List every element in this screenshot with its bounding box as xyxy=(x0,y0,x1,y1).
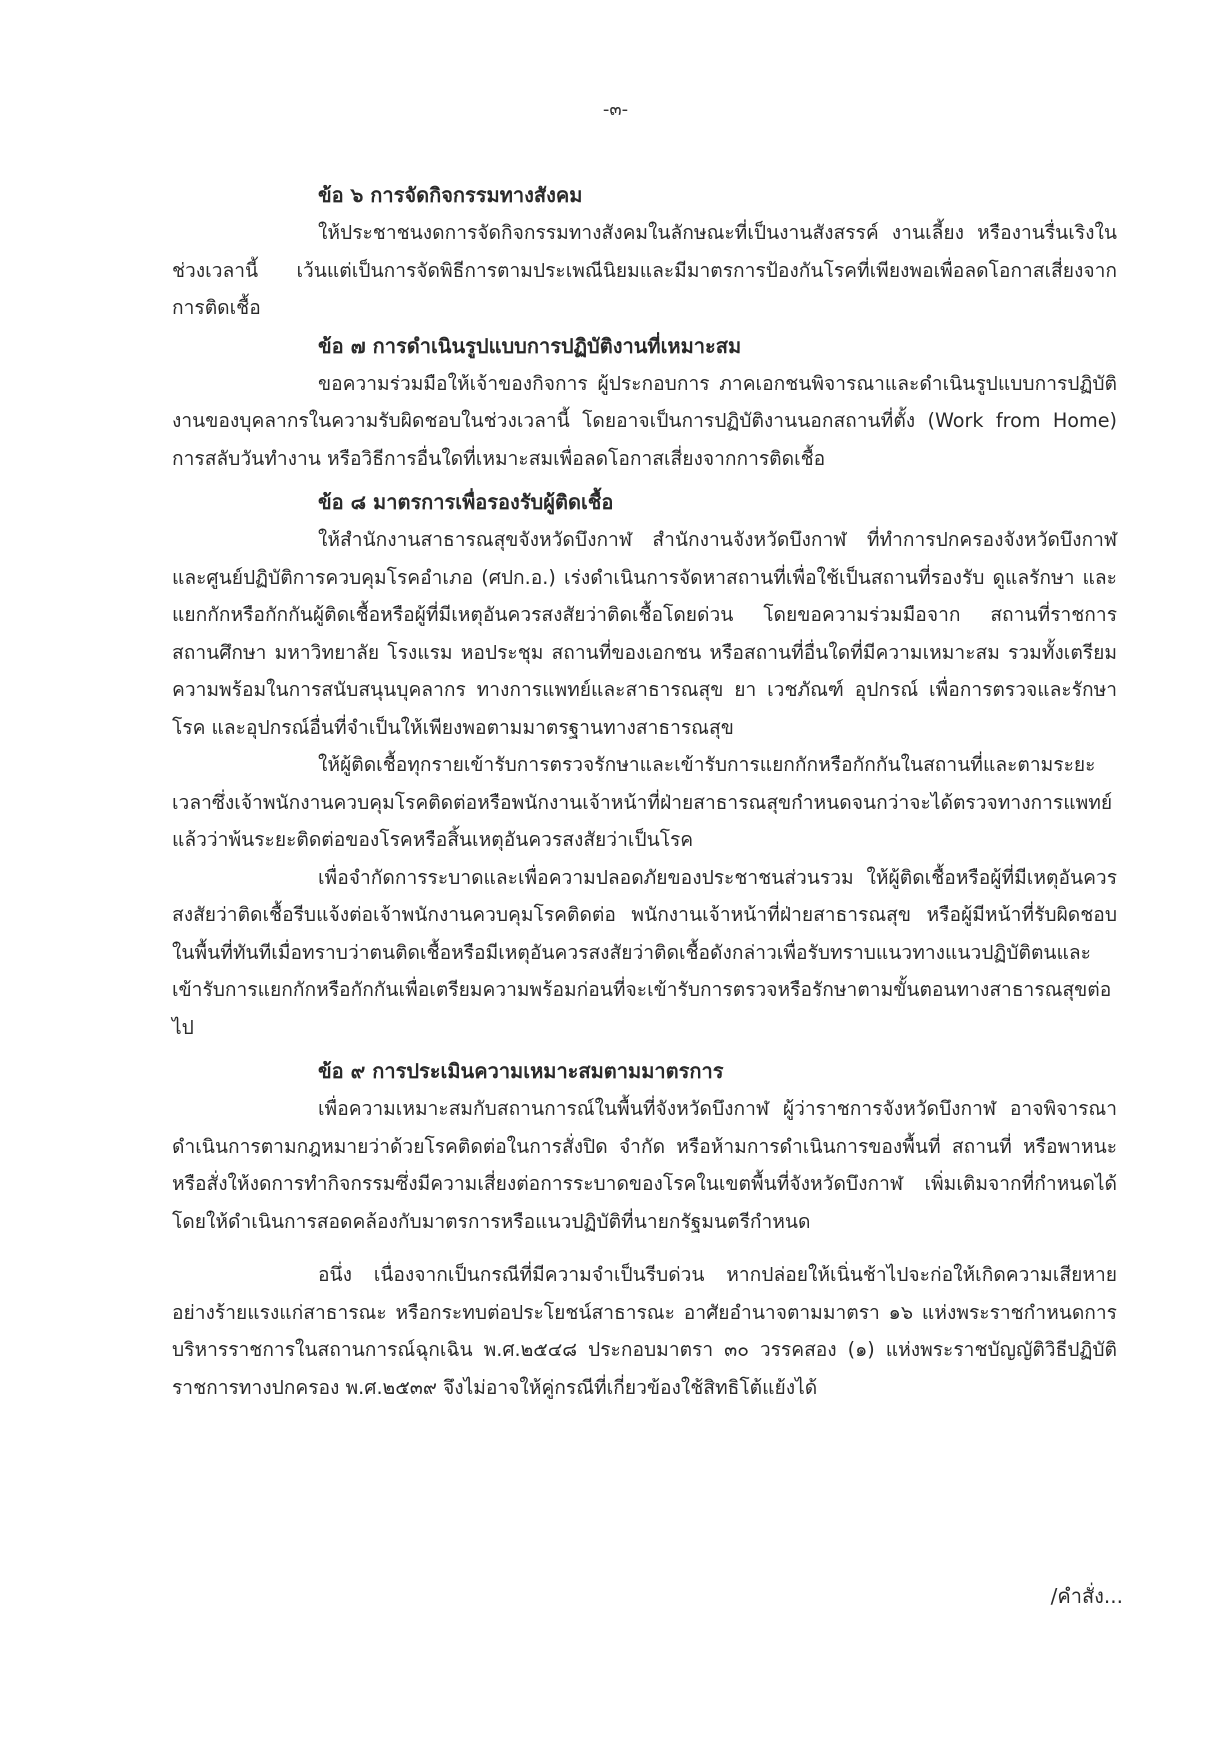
section-9 xyxy=(172,1052,1117,1240)
section-heading: ข้อ ๖ การจัดกิจกรรมทางสังคม xyxy=(318,183,583,207)
section-paragraph: เพื่อจำกัดการระบาดและเพื่อความปลอดภัยของประชาชนส่วนรวม ให้ผู้ติดเชื้อหรือผู้ที่มีเหตุอันควรสงสัยว่าติดเชื้อรีบแจ้งต่อเจ้าพนักงานควบคุมโรคติดต่อ พนักงานเจ้าหน้าที่ฝ่ายสาธารณสุข หรือผู้มีหน้าที่รับผิดชอบในพื้นที่ทันทีเมื่อทราบว่าตนติดเชื้อหรือมีเหตุอันควรสงสัยว่าติดเชื้อดังกล่าวเพื่อรับทราบแนวทางแนวปฏิบัติตนและเข้ารับการแยกกักหรือกักกันเพื่อเตรียมความพร้อมก่อนที่จะเข้ารับการตรวจหรือรักษาตามขั้นตอนทางสาธารณสุขต่อไป xyxy=(172,865,1117,1039)
section-6 xyxy=(172,176,1117,327)
section-paragraph: ขอความร่วมมือให้เจ้าของกิจการ ผู้ประกอบการ ภาคเอกชนพิจารณาและดำเนินรูปแบบการปฏิบัติงานของบุคลากรในความรับผิดชอบในช่วงเวลานี้ โดยอาจเป็นการปฏิบัติงานนอกสถานที่ตั้ง (Work from Home) การสลับวันทำงาน หรือวิธีการอื่นใดที่เหมาะสมเพื่อลดโอกาสเสี่ยงจากการติดเชื้อ xyxy=(172,371,1117,470)
section-8 xyxy=(172,483,1117,1046)
section-heading: ข้อ ๘ มาตรการเพื่อรองรับผู้ติดเชื้อ xyxy=(318,490,614,514)
page-number: -๓- xyxy=(602,99,629,120)
section-7 xyxy=(172,327,1117,478)
section-heading: ข้อ ๙ การประเมินความเหมาะสมตามมาตรการ xyxy=(318,1059,724,1083)
section-paragraph: ให้ประชาชนงดการจัดกิจกรรมทางสังคมในลักษณะที่เป็นงานสังสรรค์ งานเลี้ยง หรืองานรื่นเริงในช่วงเวลานี้ เว้นแต่เป็นการจัดพิธีการตามประเพณีนิยมและมีมาตรการป้องกันโรคที่เพียงพอเพื่อลดโอกาสเสี่ยงจากการติดเชื้อ xyxy=(172,221,1117,319)
section-paragraph: ให้ผู้ติดเชื้อทุกรายเข้ารับการตรวจรักษาและเข้ารับการแยกกักหรือกักกันในสถานที่และตามระยะเวลาซึ่งเจ้าพนักงานควบคุมโรคติดต่อหรือพนักงานเจ้าหน้าที่ฝ่ายสาธารณสุขกำหนดจนกว่าจะได้ตรวจทางการแพทย์แล้วว่าพ้นระยะติดต่อของโรคหรือสิ้นเหตุอันควรสงสัยว่าเป็นโรค xyxy=(172,753,1113,851)
section-paragraph: เพื่อความเหมาะสมกับสถานการณ์ในพื้นที่จังหวัดบึงกาฬ ผู้ว่าราชการจังหวัดบึงกาฬ อาจพิจารณาดำเนินการตามกฎหมายว่าด้วยโรคติดต่อในการสั่งปิด จำกัด หรือห้ามการดำเนินการของพื้นที่ สถานที่ หรือพาหนะ หรือสั่งให้งดการทำกิจกรรมซึ่งมีความเสี่ยงต่อการระบาดของโรคในเขตพื้นที่จังหวัดบึงกาฬ เพิ่มเติมจากที่กำหนดได้ โดยให้ดำเนินการสอดคล้องกับมาตรการหรือแนวปฏิบัติที่นายกรัฐมนตรีกำหนด xyxy=(172,1097,1117,1233)
section-paragraph: ให้สำนักงานสาธารณสุขจังหวัดบึงกาฬ สำนักงานจังหวัดบึงกาฬ ที่ทำการปกครองจังหวัดบึงกาฬ และศูนย์ปฏิบัติการควบคุมโรคอำเภอ (ศปก.อ.) เร่งดำเนินการจัดหาสถานที่เพื่อใช้เป็นสถานที่รองรับ ดูแลรักษา และแยกกักหรือกักกันผู้ติดเชื้อหรือผู้ที่มีเหตุอันควรสงสัยว่าติดเชื้อโดยด่วน โดยขอความร่วมมือจาก สถานที่ราชการ สถานศึกษา มหาวิทยาลัย โรงแรม หอประชุม สถานที่ของเอกชน หรือสถานที่อื่นใดที่มีความเหมาะสม รวมทั้งเตรียมความพร้อมในการสนับสนุนบุคลากร ทางการแพทย์และสาธารณสุข ยา เวชภัณฑ์ อุปกรณ์ เพื่อการตรวจและรักษาโรค และอุปกรณ์อื่นที่จำเป็นให้เพียงพอตามมาตรฐานทางสาธารณสุข xyxy=(172,528,1117,739)
continuation-marker: /คำสั่ง... xyxy=(1050,1584,1123,1608)
section-heading: ข้อ ๗ การดำเนินรูปแบบการปฏิบัติงานที่เหมาะสม xyxy=(318,333,742,358)
closing-paragraph: อนึ่ง เนื่องจากเป็นกรณีที่มีความจำเป็นรีบด่วน หากปล่อยให้เนิ่นช้าไปจะก่อให้เกิดความเสียหายอย่างร้ายแรงแก่สาธารณะ หรือกระทบต่อประโยชน์สาธารณะ อาศัยอำนาจตามมาตรา ๑๖ แห่งพระราชกำหนดการบริหารราชการในสถานการณ์ฉุกเฉิน พ.ศ.๒๕๔๘ ประกอบมาตรา ๓๐ วรรคสอง (๑) แห่งพระราชบัญญัติวิธีปฏิบัติราชการทางปกครอง พ.ศ.๒๕๓๙ จึงไม่อาจให้คู่กรณีที่เกี่ยวข้องใช้สิทธิโต้แย้งได้ xyxy=(172,1263,1117,1399)
document-body xyxy=(172,176,1117,1406)
